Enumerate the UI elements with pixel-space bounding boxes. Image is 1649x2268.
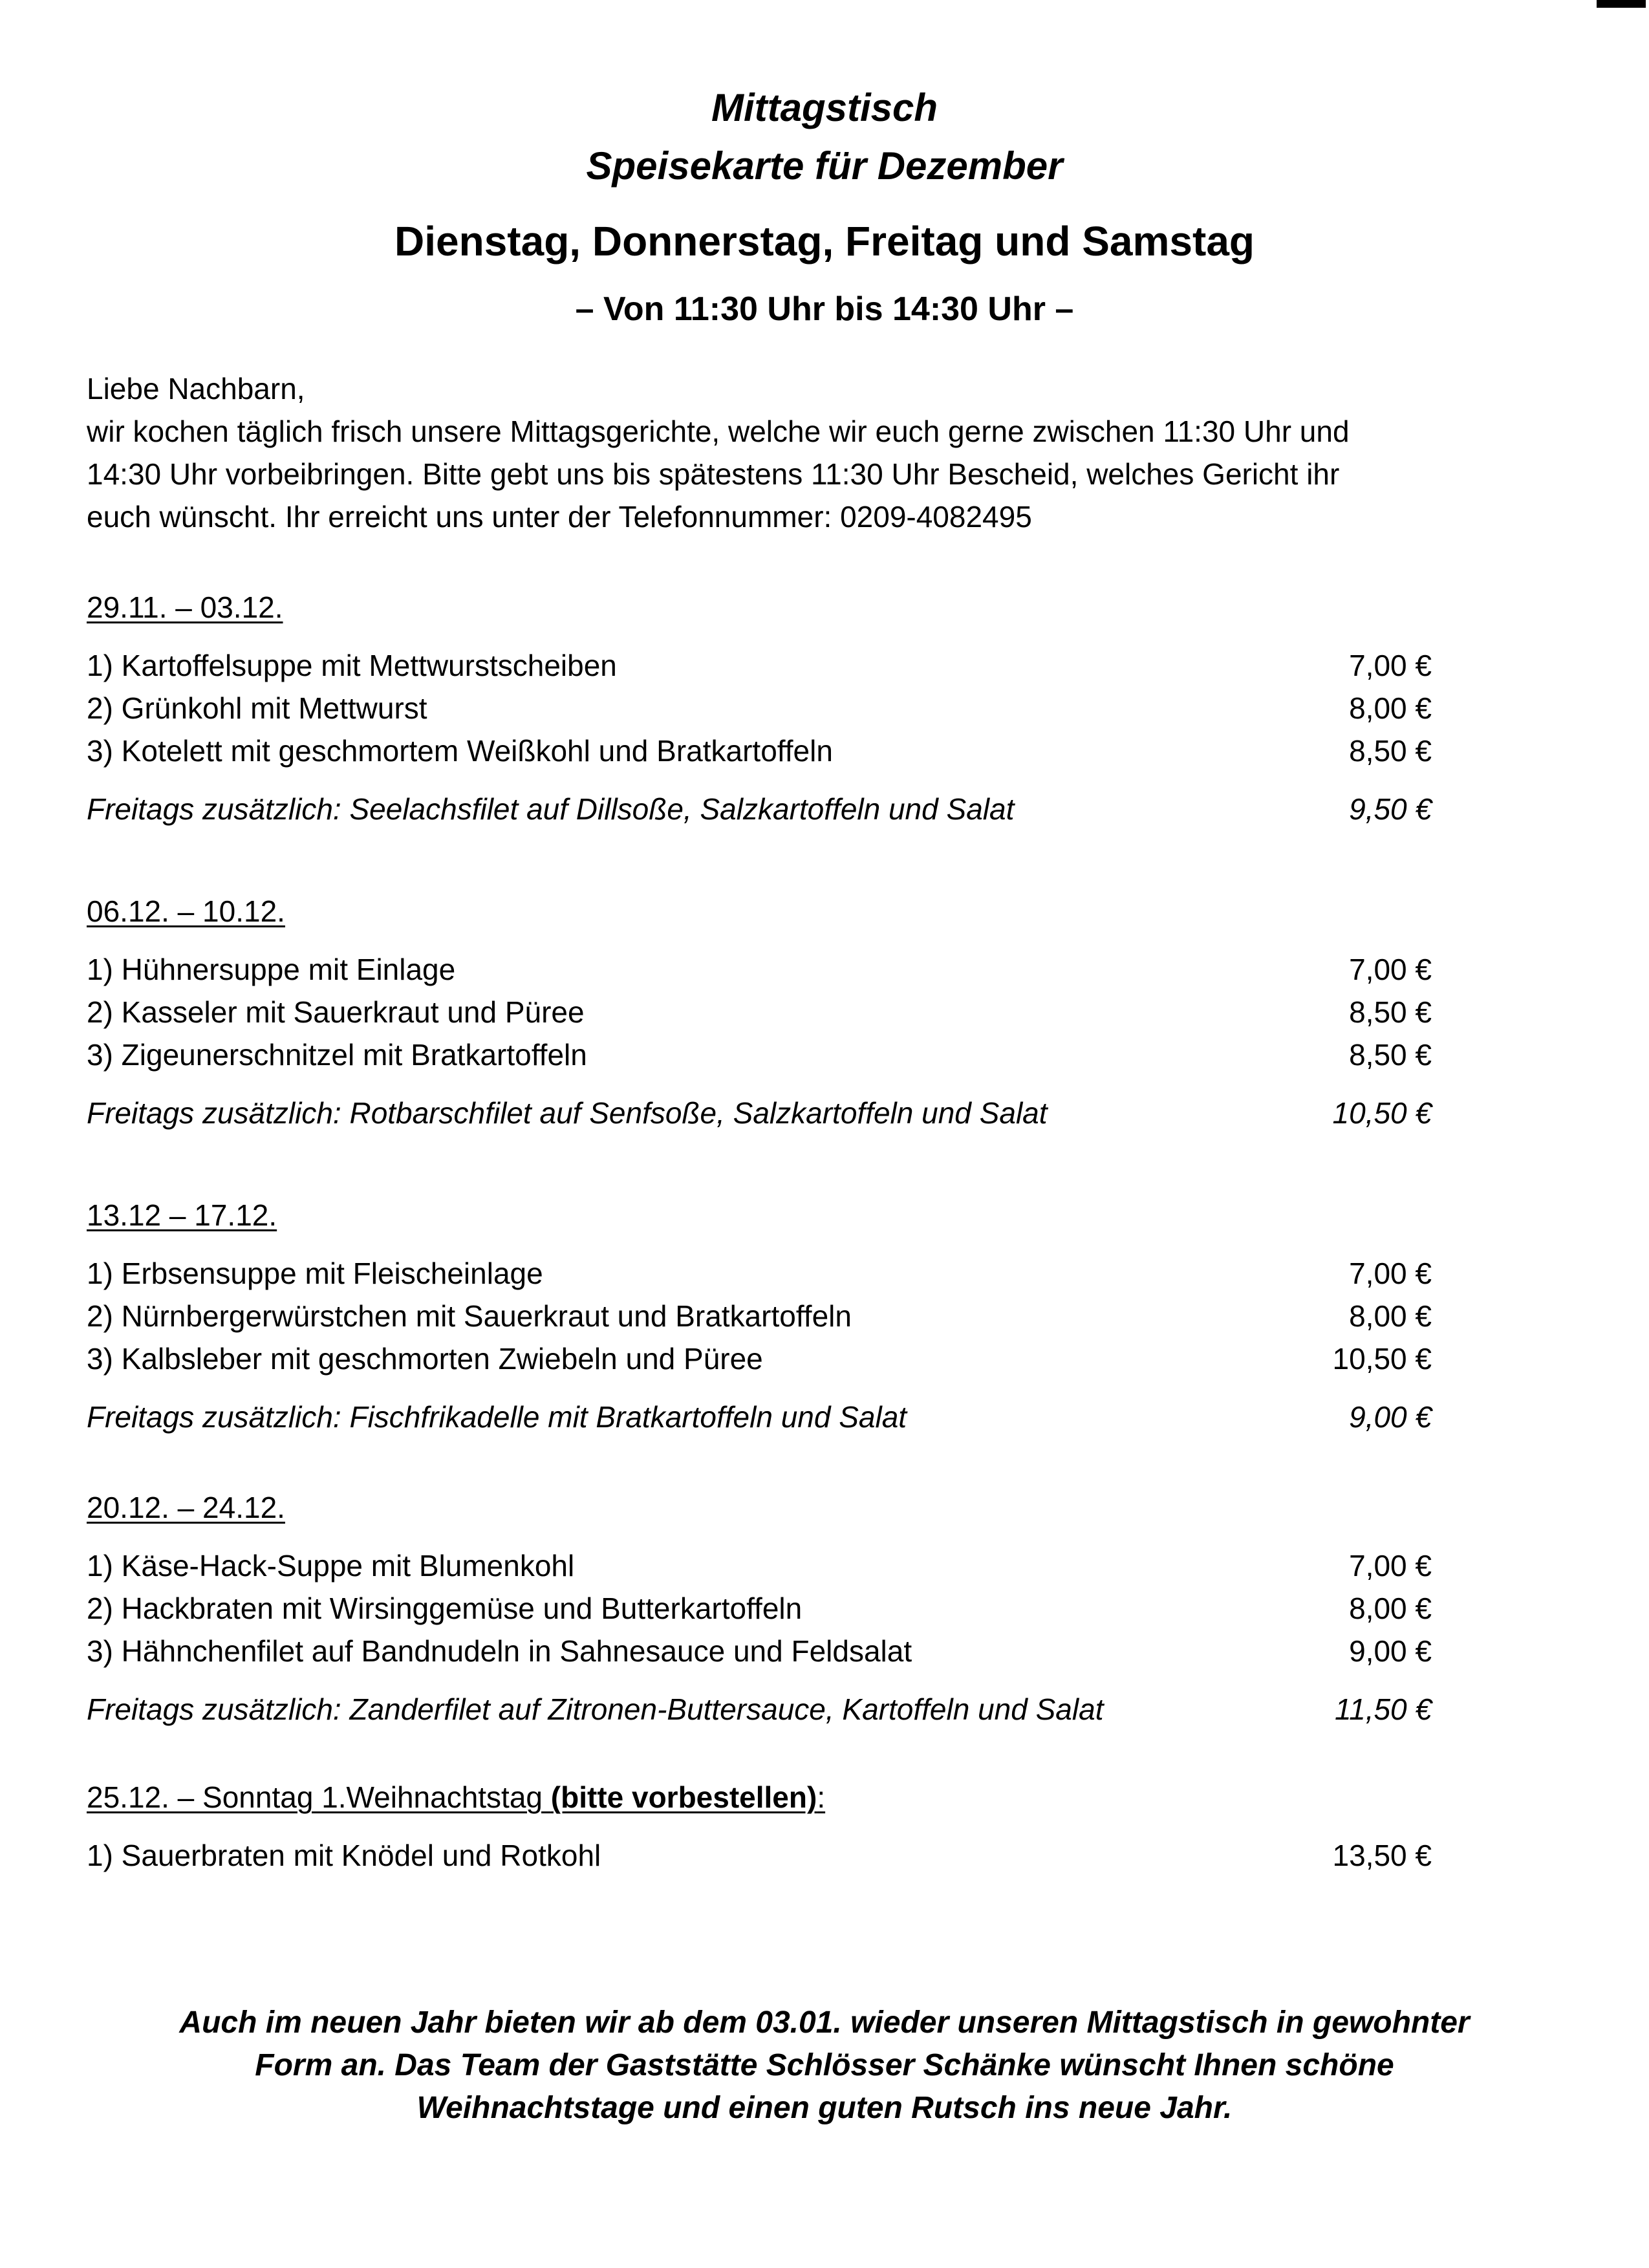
week-date-range: 29.11. – 03.12. [87,590,283,624]
friday-special [87,1396,1432,1438]
week-date-range: 20.12. – 24.12. [87,1491,285,1524]
dish-price: 9,00 € [1349,1400,1432,1434]
dish-price: 13,50 € [1332,1839,1432,1872]
menu-item [87,1544,1432,1587]
dish-name: 1) Käse-Hack-Suppe mit Blumenkohl [87,1549,575,1582]
scan-corner-mark [1597,0,1646,8]
dish-name: 3) Hähnchenfilet auf Bandnudeln in Sahnesauce und Feldsalat [87,1634,912,1668]
intro-greeting: Liebe Nachbarn, [87,372,305,405]
friday-special [87,788,1432,830]
week-section [87,586,1432,830]
dish-name: 3) Zigeunerschnitzel mit Bratkartoffeln [87,1038,587,1072]
menu-item [87,1252,1432,1295]
friday-special [87,1688,1432,1731]
week-date-range: 13.12 – 17.12. [87,1198,277,1232]
dish-price: 10,50 € [1332,1096,1432,1130]
dish-name: 1) Erbsensuppe mit Fleischeinlage [87,1257,543,1290]
dish-name: Freitags zusätzlich: Seelachsfilet auf Dillsoße, Salzkartoffeln und Salat [87,792,1015,826]
intro-line: 14:30 Uhr vorbeibringen. Bitte gebt uns bis spätestens 11:30 Uhr Bescheid, welches Gericht ihr [87,457,1340,491]
intro-line: wir kochen täglich frisch unsere Mittagsgerichte, welche wir euch gerne zwischen 11:30 Uhr und [87,415,1350,448]
closing-line: Weihnachtstage und einen guten Rutsch ins neue Jahr. [416,2091,1233,2125]
dish-price: 7,00 € [1349,1549,1432,1582]
dish-price: 10,50 € [1332,1342,1432,1376]
christmas-date-range [87,1776,1432,1819]
week-section [87,1194,1432,1438]
christmas-section [87,1776,1432,1877]
menu-item [87,1630,1432,1672]
menu-item [87,1295,1432,1337]
dish-name: 1) Sauerbraten mit Knödel und Rotkohl [87,1839,601,1872]
week-section [87,890,1432,1134]
dish-name: 2) Hackbraten mit Wirsinggemüse und Butterkartoffeln [87,1592,803,1625]
menu-subtitle: Speisekarte für Dezember [586,144,1063,188]
dish-price: 7,00 € [1349,1257,1432,1290]
dish-price: 9,00 € [1349,1634,1432,1668]
dish-price: 8,50 € [1349,734,1432,768]
menu-item [87,1587,1432,1630]
closing-message [0,2002,1649,2130]
menu-item [87,687,1432,729]
intro-text [87,367,1509,538]
menu-item [87,1033,1432,1076]
service-hours: – Von 11:30 Uhr bis 14:30 Uhr – [575,290,1074,328]
menu-item [87,644,1432,687]
dish-price: 8,00 € [1349,691,1432,725]
service-days: Dienstag, Donnerstag, Freitag und Samstag [394,218,1255,265]
preorder-note: (bitte vorbestellen) [550,1780,817,1814]
closing-line: Form an. Das Team der Gaststätte Schlösser Schänke wünscht Ihnen schöne [255,2048,1394,2082]
dish-name: Freitags zusätzlich: Rotbarschfilet auf Senfsoße, Salzkartoffeln und Salat [87,1096,1048,1130]
dish-name: 2) Nürnbergerwürstchen mit Sauerkraut und Bratkartoffeln [87,1299,852,1333]
dish-price: 11,50 € [1334,1692,1432,1726]
dish-price: 8,50 € [1349,1038,1432,1072]
dish-price: 8,50 € [1349,995,1432,1029]
dish-name: 2) Kasseler mit Sauerkraut und Püree [87,995,585,1029]
menu-item [87,948,1432,991]
dish-price: 8,00 € [1349,1592,1432,1625]
christmas-date: 25.12. – Sonntag 1.Weihnachtstag [87,1780,551,1814]
week-date-range: 06.12. – 10.12. [87,894,285,928]
menu-item [87,991,1432,1033]
menu-title: Mittagstisch [711,86,938,129]
menu-item [87,729,1432,772]
closing-line: Auch im neuen Jahr bieten wir ab dem 03.01. wieder unseren Mittagstisch in gewohnter [179,2005,1470,2040]
dish-name: 2) Grünkohl mit Mettwurst [87,691,427,725]
dish-price: 7,00 € [1349,953,1432,986]
dish-name: 3) Kotelett mit geschmortem Weißkohl und Bratkartoffeln [87,734,833,768]
heading-colon: : [817,1780,826,1814]
intro-line: euch wünscht. Ihr erreicht uns unter der Telefonnummer: 0209-4082495 [87,500,1032,534]
menu-item [87,1337,1432,1380]
dish-name: Freitags zusätzlich: Fischfrikadelle mit Bratkartoffeln und Salat [87,1400,907,1434]
dish-name: 3) Kalbsleber mit geschmorten Zwiebeln und Püree [87,1342,763,1376]
dish-name: 1) Hühnersuppe mit Einlage [87,953,456,986]
dish-price: 9,50 € [1349,792,1432,826]
dish-name: Freitags zusätzlich: Zanderfilet auf Zitronen-Buttersauce, Kartoffeln und Salat [87,1692,1104,1726]
menu-item [87,1834,1432,1877]
dish-price: 8,00 € [1349,1299,1432,1333]
week-section [87,1486,1432,1731]
dish-price: 7,00 € [1349,649,1432,682]
friday-special [87,1092,1432,1134]
dish-name: 1) Kartoffelsuppe mit Mettwurstscheiben [87,649,617,682]
